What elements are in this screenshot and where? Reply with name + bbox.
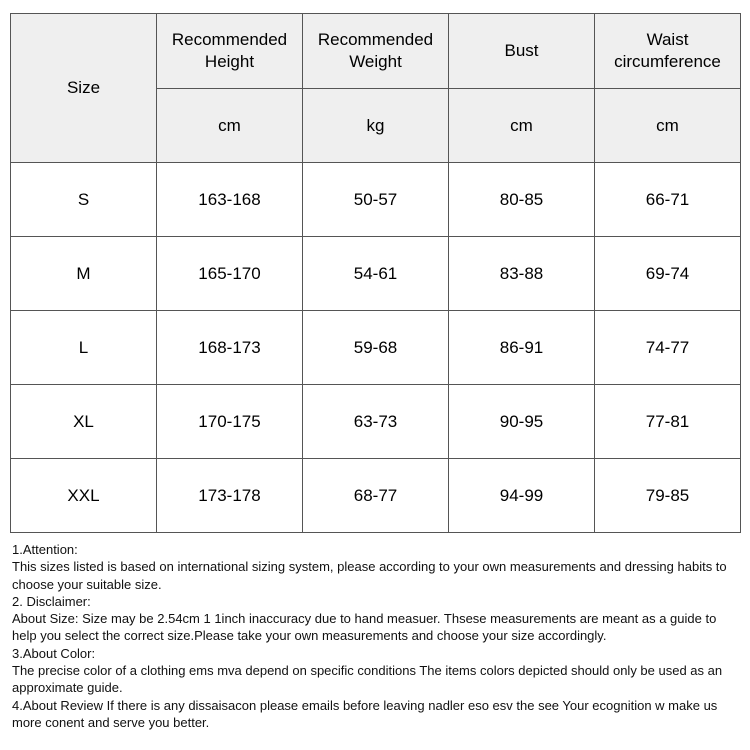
size-chart-table <box>10 13 741 533</box>
table-row <box>11 163 741 237</box>
height-cell: 168-173 <box>157 311 303 385</box>
table-row <box>11 311 741 385</box>
notes-section <box>12 541 742 731</box>
bust-cell: 83-88 <box>449 237 595 311</box>
table-header-row <box>11 14 741 89</box>
table-row <box>11 237 741 311</box>
bust-cell: 80-85 <box>449 163 595 237</box>
weight-cell: 59-68 <box>303 311 449 385</box>
waist-cell: 69-74 <box>595 237 741 311</box>
size-cell: L <box>11 311 157 385</box>
bust-column-header: Bust <box>449 14 595 89</box>
height-cell: 163-168 <box>157 163 303 237</box>
size-cell: S <box>11 163 157 237</box>
review-text: 4.About Review If there is any dissaisacon please emails before leaving nadler eso esv the see Your ecognition w make us more conent and serve you better. <box>12 697 718 730</box>
size-cell: M <box>11 237 157 311</box>
height-cell: 173-178 <box>157 459 303 533</box>
waist-unit: cm <box>595 89 741 163</box>
size-cell: XXL <box>11 459 157 533</box>
height-unit: cm <box>157 89 303 163</box>
weight-cell: 54-61 <box>303 237 449 311</box>
weight-cell: 63-73 <box>303 385 449 459</box>
weight-cell: 50-57 <box>303 163 449 237</box>
waist-column-header: Waist circumference <box>595 14 741 89</box>
waist-cell: 79-85 <box>595 459 741 533</box>
table-row <box>11 385 741 459</box>
waist-cell: 66-71 <box>595 163 741 237</box>
waist-cell: 74-77 <box>595 311 741 385</box>
table-row <box>11 459 741 533</box>
attention-heading: 1.Attention: <box>12 542 78 557</box>
size-cell: XL <box>11 385 157 459</box>
waist-cell: 77-81 <box>595 385 741 459</box>
disclaimer-text: About Size: Size may be 2.54cm 1 1inch inaccuracy due to hand measuer. Thsese measurements are meant as a guide to help you select the correct size.Please take your own measurements and choose your size accordingly. <box>12 611 717 644</box>
weight-cell: 68-77 <box>303 459 449 533</box>
size-column-header: Size <box>11 14 157 163</box>
disclaimer-heading: 2. Disclaimer: <box>12 593 91 609</box>
attention-text: This sizes listed is based on international sizing system, please according to your own measurements and dressing habits to choose your suitable size. <box>12 559 727 592</box>
bust-cell: 94-99 <box>449 459 595 533</box>
height-cell: 170-175 <box>157 385 303 459</box>
bust-unit: cm <box>449 89 595 163</box>
height-column-header: Recommended Height <box>157 14 303 89</box>
color-text: The precise color of a clothing ems mva depend on specific conditions The items colors depicted should only be used as an approximate guide. <box>12 663 723 696</box>
weight-column-header: Recommended Weight <box>303 14 449 89</box>
color-heading: 3.About Color: <box>12 645 96 661</box>
bust-cell: 86-91 <box>449 311 595 385</box>
bust-cell: 90-95 <box>449 385 595 459</box>
weight-unit: kg <box>303 89 449 163</box>
height-cell: 165-170 <box>157 237 303 311</box>
